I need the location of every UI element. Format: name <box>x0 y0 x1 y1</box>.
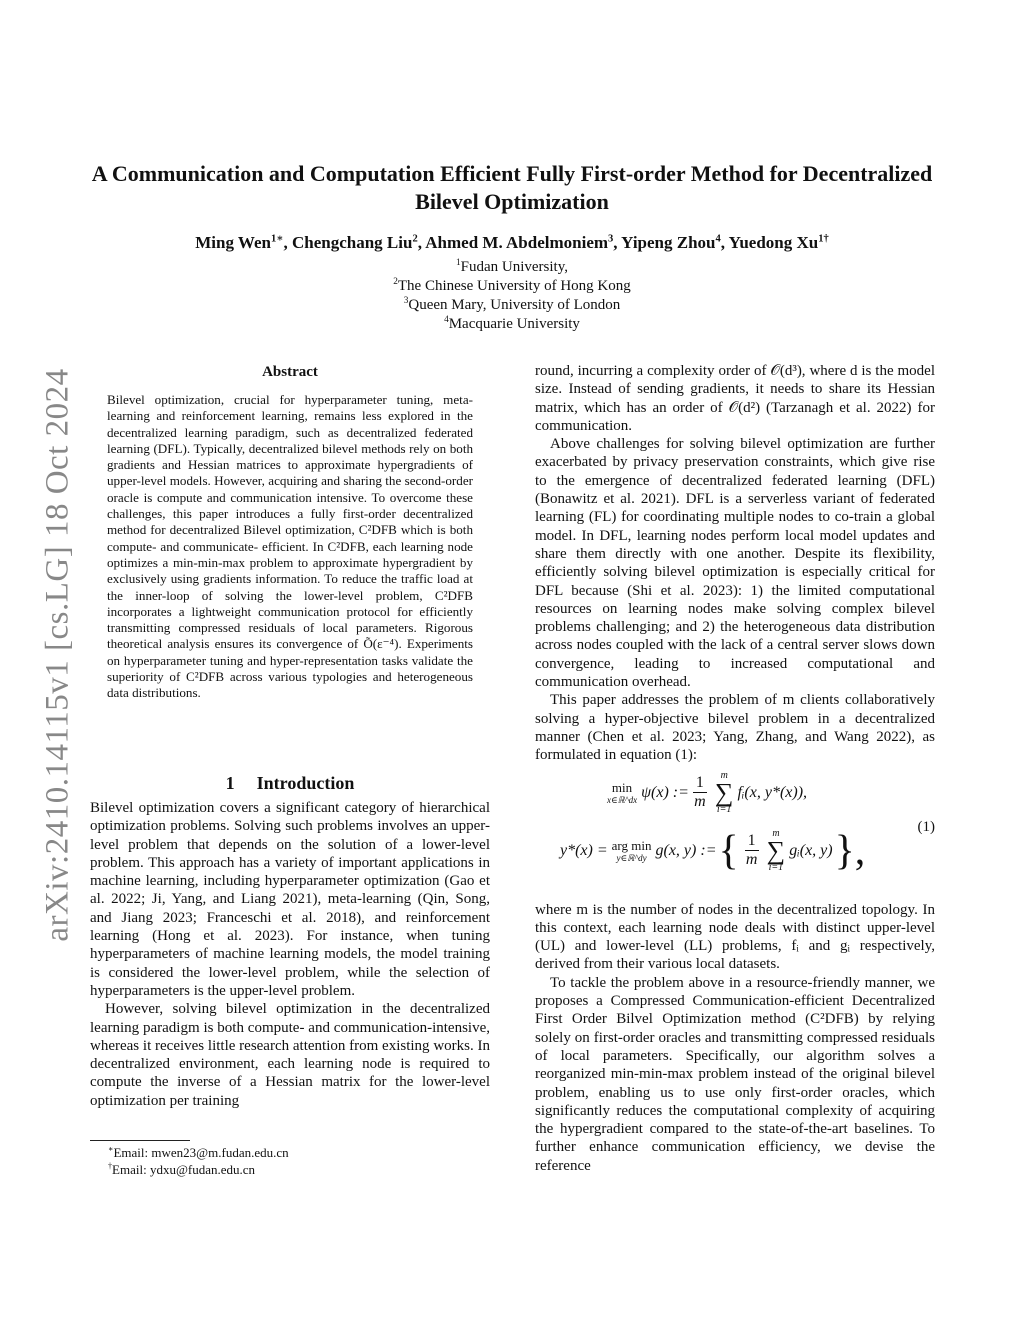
section-heading <box>90 773 490 794</box>
affiliation-mark: 3 <box>403 296 409 306</box>
author-list: Ming Wen$^{1∗}$, Chengchang Liu$^2$, Ahmed M. Abdelmoniem$^3$, Yipeng Zhou$^4$, Yuedong $Xu^{1\dagger}$ <box>195 233 829 252</box>
paragraph: This paper addresses the problem of m clients collaboratively solving a hyper-objective bilevel problem in a decentralized manner (Chen et al. 2023; Yang, Zhang, and Wang 2022), as formulated in equation (1): <box>535 692 935 764</box>
paragraph: round, incurring a complexity order of 𝒪(d³), where d is the model size. Instead of sending gradients, it needs to share its Hessian matrix, which has an order of 𝒪(d²) (Tarzanagh et al. 2022) for communication. <box>535 363 935 434</box>
eq-rhs: gᵢ(x, y) <box>789 841 833 859</box>
footnote <box>108 1144 289 1161</box>
footnote-mark: † <box>108 1161 113 1171</box>
author-name: Chengchang Liu <box>292 233 413 252</box>
equation-line-1 <box>603 771 807 815</box>
section-title: Introduction <box>256 773 355 793</box>
author-affil-mark: 1† <box>818 233 829 245</box>
min-operator: min x∈ℝ^dx <box>607 780 638 806</box>
footnote-mark: ∗ <box>108 1144 114 1154</box>
close-brace: }, <box>834 827 866 874</box>
affiliation-mark: 1 <box>455 258 461 268</box>
affiliation <box>90 296 934 315</box>
footnotes <box>108 1144 289 1178</box>
author-name: Ahmed M. Abdelmoniem <box>425 233 609 252</box>
summation: m ∑ i=1 <box>714 769 734 815</box>
equation-block <box>535 771 935 891</box>
left-column-body <box>90 799 490 1110</box>
eq-rhs: fᵢ(x, y*(x)), <box>737 783 808 801</box>
summation: m ∑ i=1 <box>766 827 786 873</box>
paper-title: A Communication and Computation Efficient Fully First-order Method for Decentralized Bilevel Optimization <box>91 161 933 214</box>
paragraph: where m is the number of nodes in the decentralized topology. In this context, each learning node deals with distinct upper-level (UL) and lower-level (LL) problems, fᵢ and gᵢ respectively, derived from their various local datasets. <box>535 901 935 973</box>
affiliation-name: Fudan University, <box>460 259 568 275</box>
footnote-text: Email: mwen23@m.fudan.edu.cn <box>113 1145 289 1160</box>
author-affil-mark: 4 <box>715 233 721 245</box>
eq-lhs: ψ(x) := <box>641 783 689 801</box>
paragraph: However, solving bilevel optimization in the decentralized learning paradigm is both compute- and communication-intensive, whereas it receives little research attention from existing works. In decentralized environment, each learning node is required to compute the inverse of a Hessian matrix for the lower-level optimization per training <box>90 1001 490 1109</box>
affiliation-name: The Chinese University of Hong Kong <box>397 278 631 294</box>
arxiv-watermark: arXiv:2410.14115v1 [cs.LG] 18 Oct 2024 <box>39 368 76 942</box>
open-brace: { <box>718 827 739 874</box>
affiliation-mark: 2 <box>393 277 398 287</box>
author-affil-mark: 1∗ <box>270 233 284 245</box>
paragraph: Above challenges for solving bilevel optimization are further exacerbated by privacy preservation constraints, which give rise to the emergence of decentralized federated learning (DFL) (Bonawitz et al. 2021). DFL is a serverless variant of federated learning (FL) for coordinating multiple nodes to co-train a global model. In DFL, learning nodes perform local model updates and share them directly with one another. Despite its flexibility, efficiently solving bilevel optimization is especially critical for DFL because (Shi et al. 2023): 1) the limited computational resources on learning nodes make solving complex bilevel problems challenging; and 2) the heterogeneous data distribution across nodes coupled with the lack of a central server slows down convergence, leading to increased computational and communication overhead. <box>535 436 935 691</box>
abstract-heading: Abstract <box>262 364 318 380</box>
paragraph: To tackle the problem above in a resource-friendly manner, we proposes a Compressed Communication-efficient Decentralized First Order Bilvel Optimization method (C²DFB) by relying solely on first-order oracles and transmitting compressed residuals of local parameters. Specifically, our algorithm solves a reorganized min-min-max problem instead of the original bilevel problem, enabling us to use only first-order oracles, which significantly reduces the computational complexity of acquiring the hypergradient compared to the state-of-the-art baselines. To further enhance communication efficiency, we devise the reference <box>535 974 935 1174</box>
author-affil-mark: 3 <box>608 233 614 245</box>
affiliation-name: Queen Mary, University of London <box>408 297 621 313</box>
paragraph: Bilevel optimization covers a significant category of hierarchical optimization problems. Solving such problems involves an upper-level problem that depends on the solution of a lower-level problem. This approach has a variety of important applications in machine learning, including hyperparameter optimization (Gao et al. 2022; Ji, Yang, and Liang 2021), meta-learning (Qin, Song, and Jiang 2023; Franceschi et al. 2018), and reinforcement learning (Hong et al. 2023). For instance, when tuning hyperparameters of machine learning models, the model training is considered the lower-level problem, while the selection of hyperparameters is the upper-level problem. <box>90 800 490 999</box>
footnote-rule <box>90 1140 190 1141</box>
equation-number: (1) <box>917 818 935 835</box>
fraction: $\frac{1}{m}$ <box>694 774 706 811</box>
affiliation-list <box>90 258 934 334</box>
affiliation <box>90 315 934 334</box>
eq-mid: g(x, y) := <box>655 841 717 859</box>
author-name: Yipeng Zhou <box>621 233 716 252</box>
equation-line-2 <box>560 829 867 873</box>
author-name: Yuedong Xu <box>728 233 819 252</box>
affiliation-name: Macquarie University <box>448 316 580 332</box>
abstract-text: Bilevel optimization, crucial for hyperparameter tuning, meta-learning and reinforcement learning, remains less explored in the decentralized learning paradigm, such as decentralized federated learning (DFL). Typically, decentralized bilevel methods rely on both gradients and Hessian matrices to approximate hypergradients of upper-level models. However, acquiring and sharing the second-order oracle is compute and communication intensive. To overcome these challenges, this paper introduces a fully first-order decentralized method for decentralized Bilevel optimization, C²DFB which is both compute- and communicate- efficient. In C²DFB, each learning node optimizes a min-min-max problem to approximate hypergradient by exclusively using gradients information. To reduce the traffic load at the inner-loop of solving the lower-level problem, C²DFB incorporates a lightweight communication protocol for efficiently transmitting compressed residuals of local parameters. Rigorous theoretical analysis ensures its convergence of Õ(ε⁻⁴). Experiments on hyperparameter tuning and hyper-representation tasks validate the superiority of C²DFB across various typologies and heterogeneous data distributions. <box>107 392 473 701</box>
fraction: $\frac{1}{m}$ <box>745 832 758 869</box>
right-column-body <box>535 362 935 1175</box>
affiliation <box>90 277 934 296</box>
eq-lhs: y*(x) = <box>560 841 608 859</box>
affiliation-mark: 4 <box>444 315 449 325</box>
footnote-text: Email: ydxu@fudan.edu.cn <box>112 1162 256 1177</box>
affiliation <box>90 258 934 277</box>
section-number: 1 <box>225 773 235 793</box>
author-name: Ming Wen <box>195 233 271 252</box>
footnote <box>108 1161 289 1178</box>
author-affil-mark: 2 <box>412 233 418 245</box>
argmin-operator: arg min y∈ℝ^dy <box>611 838 652 864</box>
